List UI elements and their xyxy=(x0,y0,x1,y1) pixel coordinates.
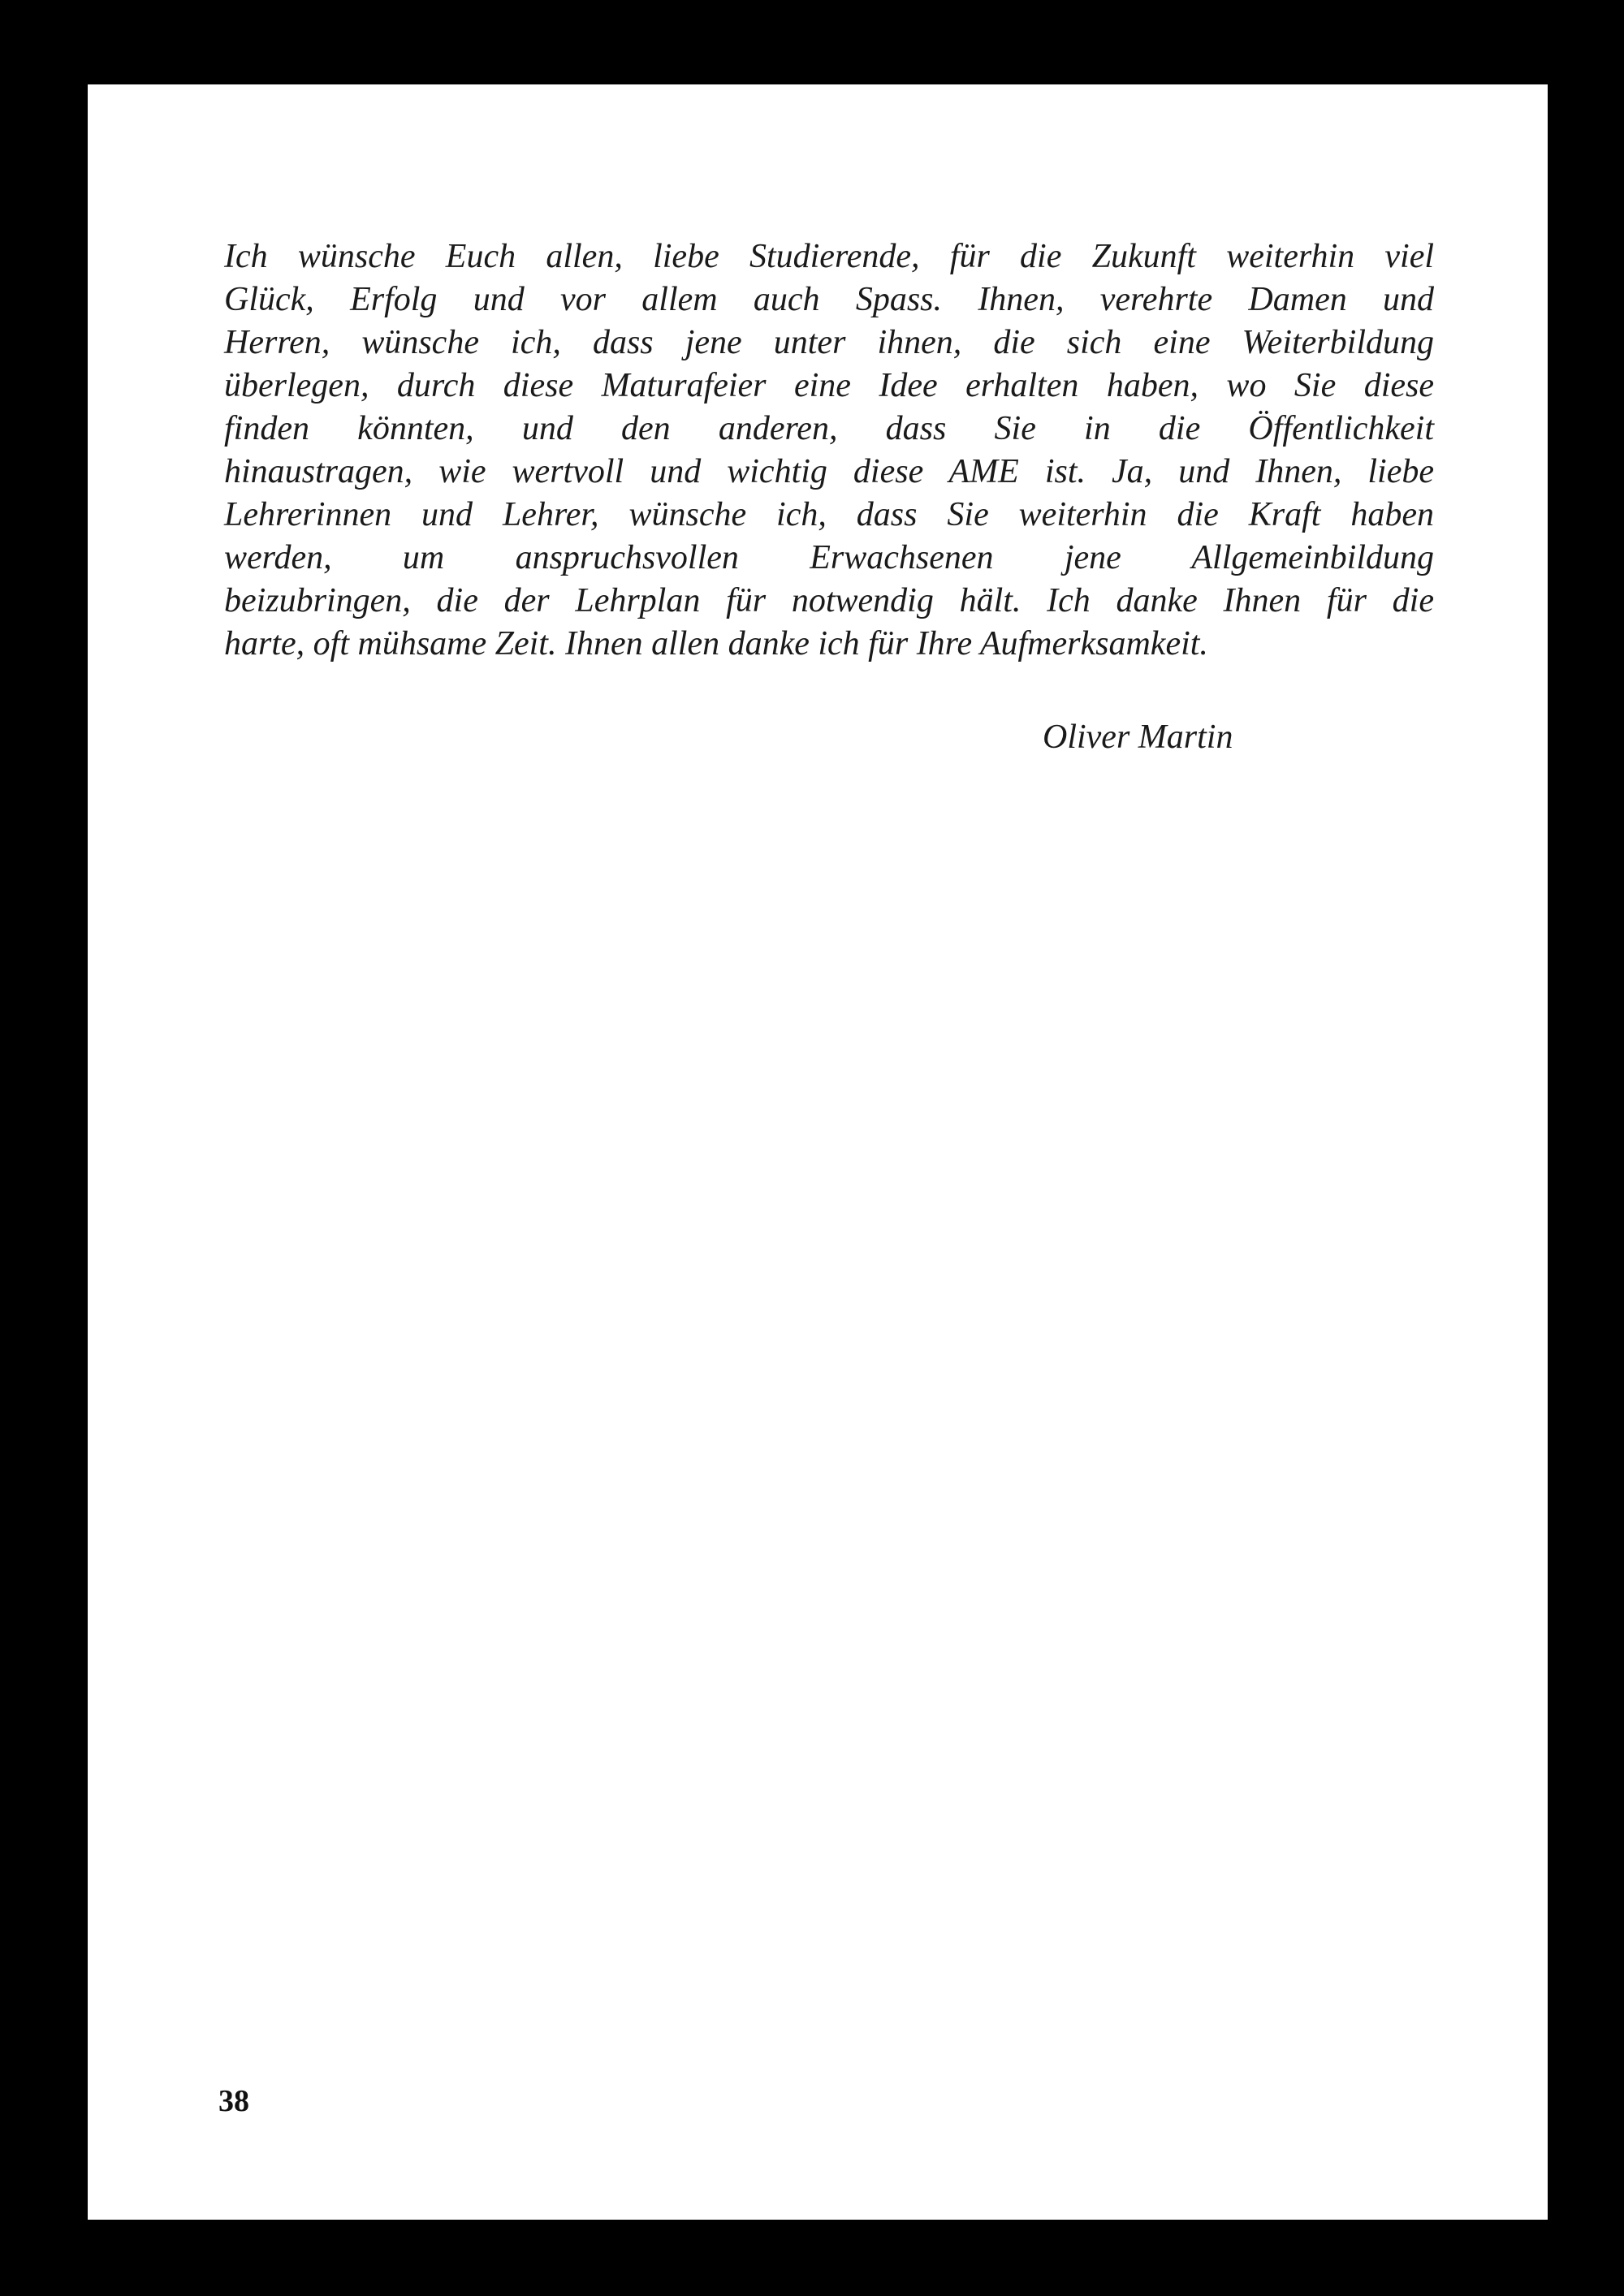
paragraph-line: überlegen, durch diese Maturafeier eine Idee erhalten haben, wo Sie diese xyxy=(224,367,1434,404)
paragraph-line: Herren, wünsche ich, dass jene unter ihnen, die sich eine Weiterbildung xyxy=(224,324,1434,361)
document-page xyxy=(88,84,1548,2220)
paragraph-line: Lehrerinnen und Lehrer, wünsche ich, dass Sie weiterhin die Kraft haben xyxy=(224,496,1434,533)
paragraph-line: Ich wünsche Euch allen, liebe Studierende, für die Zukunft weiterhin viel xyxy=(224,238,1434,275)
paragraph-line: finden könnten, und den anderen, dass Sie in die Öffentlichkeit xyxy=(224,410,1434,447)
body-paragraph xyxy=(224,235,1434,666)
paragraph-line: Glück, Erfolg und vor allem auch Spass. Ihnen, verehrte Damen und xyxy=(224,281,1434,318)
paragraph-line: hinaustragen, wie wertvoll und wichtig diese AME ist. Ja, und Ihnen, liebe xyxy=(224,453,1434,490)
signature: Oliver Martin xyxy=(1043,719,1233,756)
paragraph-line: beizubringen, die der Lehrplan für notwendig hält. Ich danke Ihnen für die xyxy=(224,582,1434,619)
page-number: 38 xyxy=(218,2084,249,2118)
paragraph-line: werden, um anspruchsvollen Erwachsenen jene Allgemeinbildung xyxy=(224,539,1434,576)
paragraph-line: harte, oft mühsame Zeit. Ihnen allen danke ich für Ihre Aufmerksamkeit. xyxy=(224,625,1208,662)
